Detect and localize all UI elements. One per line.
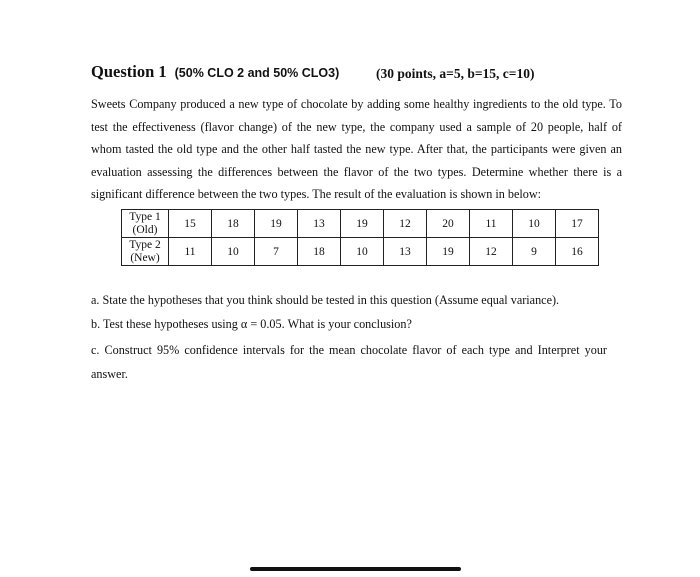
table-cell: 11: [470, 210, 513, 238]
home-indicator-bar[interactable]: [250, 567, 461, 571]
row-label-line1: Type 1: [129, 211, 161, 223]
sub-question-b: b. Test these hypotheses using α = 0.05. What is your conclusion?: [91, 317, 412, 331]
table-cell: 15: [169, 210, 212, 238]
table-cell: 16: [556, 238, 599, 266]
sub-question-a: a. State the hypotheses that you think should be tested in this question (Assume equal variance).: [91, 293, 560, 307]
table-cell: 19: [341, 210, 384, 238]
table-cell: 18: [212, 210, 255, 238]
table-cell: 10: [212, 238, 255, 266]
table-cell: 20: [427, 210, 470, 238]
question-header: [91, 62, 339, 82]
question-points: (30 points, a=5, b=15, c=10): [376, 66, 535, 81]
table-cell: 18: [298, 238, 341, 266]
question-number: Question 1: [91, 62, 167, 81]
table-cell: 11: [169, 238, 212, 266]
row-label-line2: (Old): [132, 223, 158, 236]
table-cell: 19: [255, 210, 298, 238]
table-cell: 12: [384, 210, 427, 238]
table-row: [122, 238, 599, 266]
problem-description: Sweets Company produced a new type of chocolate by adding some healthy ingredients to the old type. To test the effectiveness (flavor change) of the new type, the company used a sample of 20 people, half of whom tasted the old type and the other half tasted the new type. After that, the participants were given an evaluation assessing the differences between the flavor of the two types. Determine whether there is a significant difference between the two types. The result of the evaluation is shown in below:: [91, 97, 622, 201]
evaluation-table: [121, 209, 599, 266]
table-row: [122, 210, 599, 238]
row-label-line1: Type 2: [129, 239, 161, 251]
table-cell: 12: [470, 238, 513, 266]
row-label: [122, 238, 169, 266]
table-cell: 13: [384, 238, 427, 266]
table-cell: 10: [513, 210, 556, 238]
table-cell: 9: [513, 238, 556, 266]
table-cell: 10: [341, 238, 384, 266]
question-clo: (50% CLO 2 and 50% CLO3): [174, 66, 340, 80]
sub-question-c: c. Construct 95% confidence intervals for the mean chocolate flavor of each type and Interpret your answer.: [91, 343, 607, 381]
row-label: [122, 210, 169, 238]
row-label-line2: (New): [130, 251, 160, 264]
table-cell: 7: [255, 238, 298, 266]
table-cell: 17: [556, 210, 599, 238]
table-cell: 19: [427, 238, 470, 266]
table-cell: 13: [298, 210, 341, 238]
